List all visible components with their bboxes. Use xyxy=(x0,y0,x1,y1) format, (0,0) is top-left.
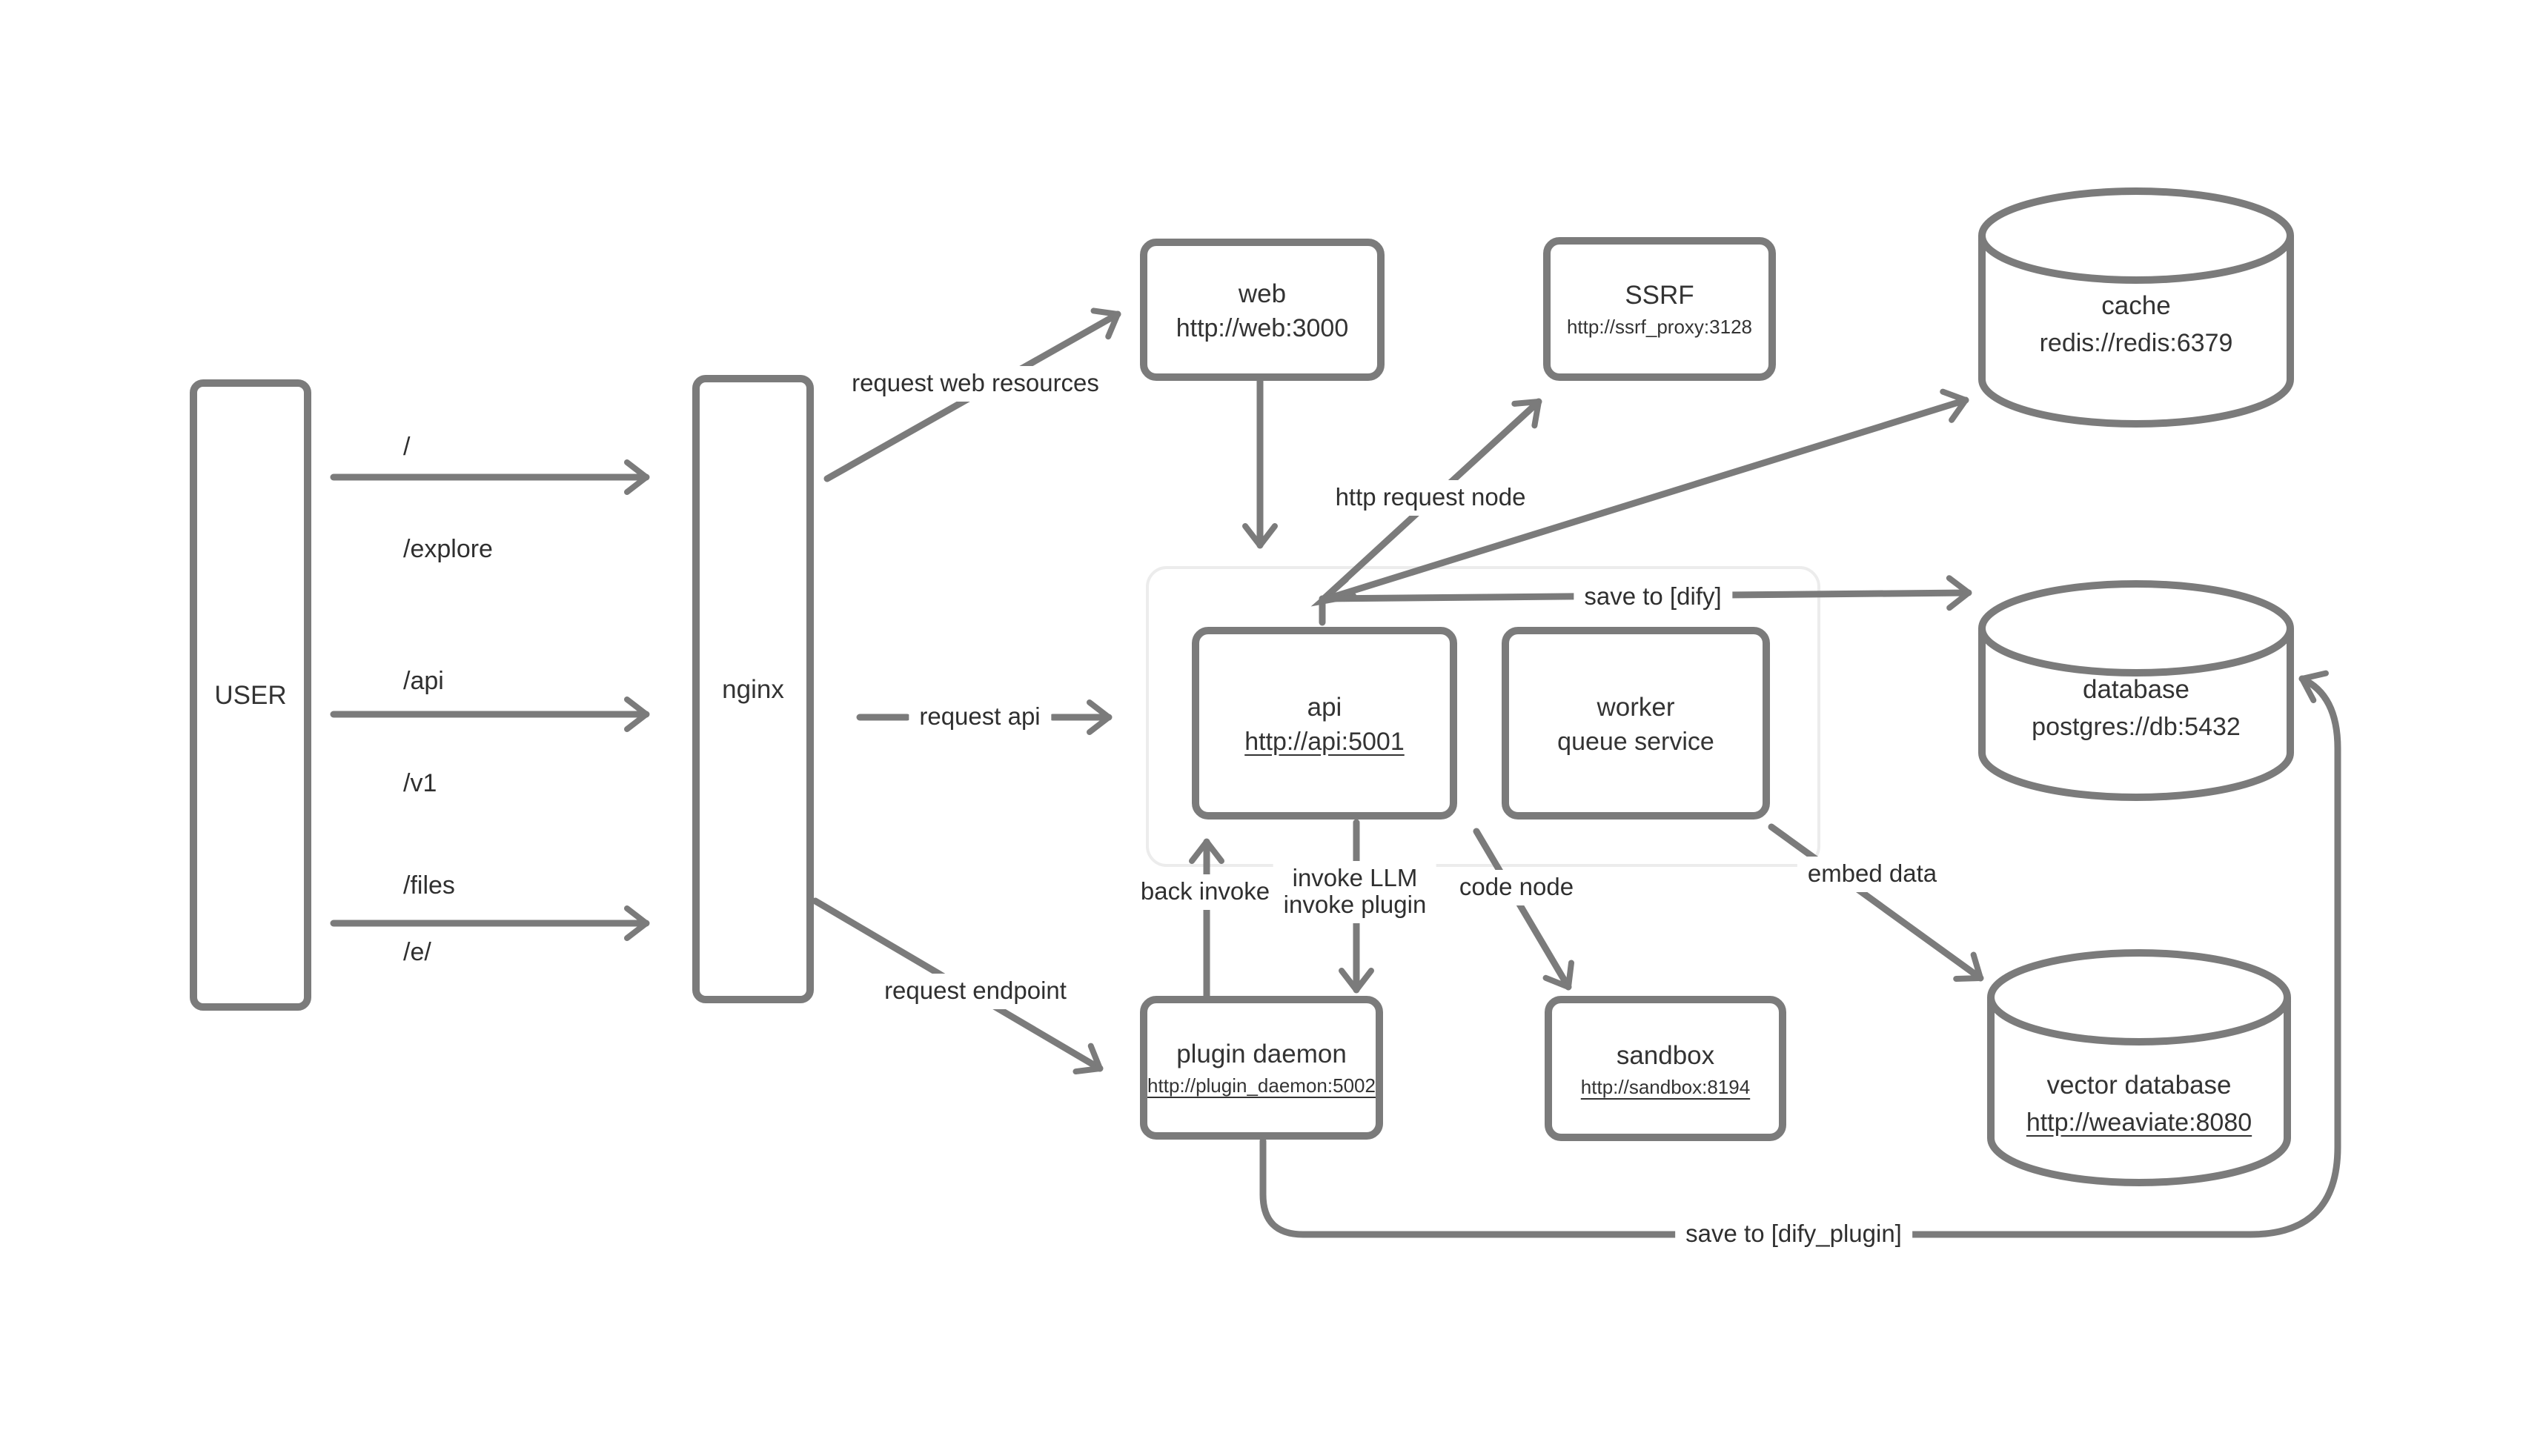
label-embed-data: embed data xyxy=(1797,857,1947,892)
worker-box xyxy=(1502,627,1770,820)
arrow-embed-data xyxy=(1771,827,1980,978)
ssrf-url: http://ssrf_proxy:3128 xyxy=(1566,316,1752,338)
label-invoke-llm-line1: invoke LLM xyxy=(1292,865,1418,892)
nginx-box xyxy=(692,375,814,1003)
api-title: api xyxy=(1307,691,1342,721)
database-label xyxy=(2032,671,2241,745)
vector-database-url: http://weaviate:8080 xyxy=(2026,1108,2252,1137)
web-box xyxy=(1140,239,1385,381)
label-code-node: code node xyxy=(1449,870,1584,905)
label-save-to-dify: save to [dify] xyxy=(1574,579,1731,615)
path-root: / xyxy=(403,433,411,461)
worker-subtitle: queue service xyxy=(1557,727,1714,755)
web-url: http://web:3000 xyxy=(1176,313,1349,342)
vector-database-title: vector database xyxy=(2046,1070,2232,1100)
path-api: /api xyxy=(403,667,444,695)
label-save-to-dify-plugin: save to [dify_plugin] xyxy=(1675,1217,1912,1252)
arrow-code-node xyxy=(1476,831,1568,987)
label-invoke-llm xyxy=(1273,861,1437,923)
path-explore: /explore xyxy=(403,535,493,563)
cache-label xyxy=(2040,287,2233,362)
label-invoke-llm-line2: invoke plugin xyxy=(1283,892,1427,919)
plugin-daemon-url: http://plugin_daemon:5002 xyxy=(1147,1074,1376,1097)
database-title: database xyxy=(2082,674,2190,704)
user-paths-web xyxy=(403,362,493,634)
path-files: /files xyxy=(403,871,455,900)
nginx-label: nginx xyxy=(722,674,784,704)
label-request-api: request api xyxy=(909,699,1050,735)
api-box xyxy=(1192,627,1457,820)
plugin-daemon-title: plugin daemon xyxy=(1176,1039,1347,1068)
label-request-endpoint: request endpoint xyxy=(874,974,1077,1009)
vector-database-label xyxy=(2026,1067,2252,1141)
cache-url: redis://redis:6379 xyxy=(2039,329,2233,357)
sandbox-url: http://sandbox:8194 xyxy=(1580,1075,1751,1097)
web-title: web xyxy=(1238,278,1287,308)
ssrf-title: SSRF xyxy=(1625,280,1694,310)
label-back-invoke: back invoke xyxy=(1130,874,1280,910)
label-http-request-node: http request node xyxy=(1325,480,1536,516)
user-box xyxy=(190,379,311,1011)
plugin-daemon-box xyxy=(1140,996,1383,1140)
worker-title: worker xyxy=(1597,691,1675,721)
label-request-web-resources: request web resources xyxy=(841,366,1110,402)
sandbox-box xyxy=(1545,996,1786,1141)
user-paths-plugin xyxy=(403,867,431,1037)
ssrf-box xyxy=(1543,237,1776,381)
cache-title: cache xyxy=(2101,290,2171,320)
path-e: /e/ xyxy=(403,938,431,966)
path-v1: /v1 xyxy=(403,769,437,797)
sandbox-title: sandbox xyxy=(1616,1040,1715,1069)
api-url: http://api:5001 xyxy=(1244,727,1405,755)
database-url: postgres://db:5432 xyxy=(2032,713,2241,741)
user-label: USER xyxy=(214,680,287,710)
